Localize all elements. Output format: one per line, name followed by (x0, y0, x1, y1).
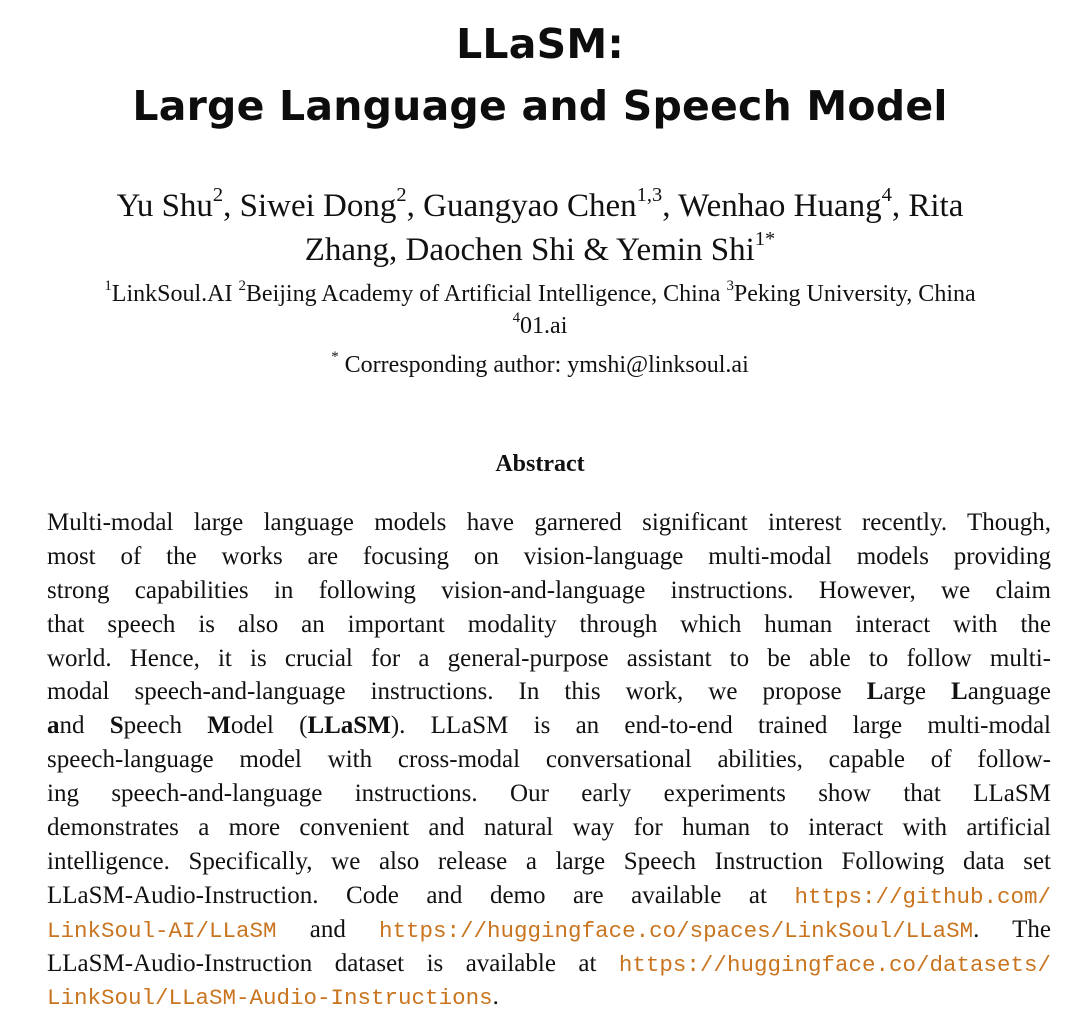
affiliation-mark: 1 (104, 277, 112, 294)
abstract-line: ing speech-and-language instructions. Our early experiments show that LLaSM (47, 780, 1051, 808)
dataset-link[interactable]: https://huggingface.co/datasets/ (618, 951, 1051, 978)
acronym-letter: a (47, 712, 60, 740)
text: ). LLaSM is an end-to-end trained large multi-modal (390, 712, 1051, 740)
paper-title-line-1: LLaSM: (456, 20, 624, 68)
abstract-line: most of the works are focusing on vision-language multi-modal models providing (47, 542, 1051, 570)
paper-title-line-2: Large Language and Speech Model (132, 82, 948, 130)
abstract-line: that speech is also an important modality through which human interact with the (47, 610, 1051, 638)
abstract-line: demonstrates a more convenient and natural way for human to interact with artificial (47, 814, 1051, 842)
affiliations-line-1 (0, 279, 1080, 309)
abstract-line (47, 947, 1051, 981)
abstract-line (47, 675, 1051, 709)
author-separator: , (223, 188, 240, 224)
text: arge (883, 678, 952, 706)
author-name: Wenhao Huang (678, 188, 882, 224)
text: nd (59, 712, 110, 740)
author-affiliation-mark: 2 (396, 183, 407, 206)
author-name: Guangyao Chen (423, 188, 637, 224)
affiliation-name: Beijing Academy of Artificial Intelligence, China (245, 281, 727, 307)
author-separator: , (406, 188, 424, 224)
abstract-line: speech-language model with cross-modal conversational abilities, capable of follow- (47, 746, 1051, 774)
author-separator: , (662, 188, 679, 224)
corresponding-author (0, 350, 1080, 380)
author-separator: , Rita (891, 188, 964, 224)
affiliation-name: Peking University, China (733, 281, 976, 307)
author-affiliation-mark: 2 (212, 183, 224, 206)
text: LLaSM-Audio-Instruction. Code and demo are available at (47, 881, 795, 909)
acronym-letter: L (951, 678, 968, 706)
abstract-line: Multi-modal large language models have garnered significant interest recently. Though, (47, 509, 1051, 536)
text: modal speech-and-language instructions. In this work, we propose (47, 678, 867, 706)
abstract-line (47, 913, 1051, 947)
abstract-heading: Abstract (495, 451, 585, 477)
model-acronym: LLaSM (307, 712, 391, 740)
affiliation-mark: 3 (726, 277, 734, 294)
text: anguage (967, 678, 1051, 706)
abstract-line: world. Hence, it is crucial for a general-purpose assistant to be able to follow multi- (47, 644, 1051, 672)
author-names: Zhang, Daochen Shi & Yemin Shi (304, 232, 755, 268)
acronym-letter: M (207, 712, 231, 740)
abstract-body (47, 506, 1051, 1014)
abstract-line (47, 709, 1051, 743)
affiliation-mark: 4 (512, 309, 521, 326)
github-link[interactable]: LinkSoul-AI/LLaSM (47, 917, 277, 944)
author-list-line-1 (0, 183, 1080, 226)
text: and (276, 915, 380, 943)
dataset-link[interactable]: LinkSoul/LLaSM-Audio-Instructions (47, 985, 493, 1012)
corresponding-mark: * (331, 348, 339, 365)
author-affiliation-mark: 1,3 (636, 183, 663, 206)
author-affiliation-mark: 4 (881, 183, 892, 206)
abstract-line: intelligence. Specifically, we also release a large Speech Instruction Following data set (47, 847, 1051, 875)
author-name: Yu Shu (116, 188, 213, 224)
abstract-line: strong capabilities in following vision-and-language instructions. However, we claim (47, 576, 1051, 604)
affiliation-mark: 2 (238, 277, 246, 294)
acronym-letter: S (109, 712, 124, 740)
text: odel ( (230, 712, 308, 740)
text: peech (123, 712, 208, 740)
text: . (492, 983, 499, 1011)
text: LLaSM-Audio-Instruction dataset is available at (47, 949, 619, 977)
abstract-line (47, 879, 1051, 913)
author-name: Siwei Dong (239, 188, 397, 224)
text: . The (973, 915, 1051, 943)
abstract-line (47, 980, 1051, 1014)
author-list-line-2 (0, 227, 1080, 270)
github-link[interactable]: https://github.com/ (794, 883, 1051, 910)
author-affiliation-mark: 1* (754, 227, 776, 250)
affiliation-name: LinkSoul.AI (111, 281, 239, 307)
huggingface-demo-link[interactable]: https://huggingface.co/spaces/LinkSoul/LLaSM (379, 917, 974, 944)
affiliations-line-2 (0, 311, 1080, 341)
acronym-letter: L (866, 678, 884, 706)
affiliation-name: 01.ai (520, 313, 568, 339)
corresponding-text: Corresponding author: ymshi@linksoul.ai (338, 352, 749, 378)
